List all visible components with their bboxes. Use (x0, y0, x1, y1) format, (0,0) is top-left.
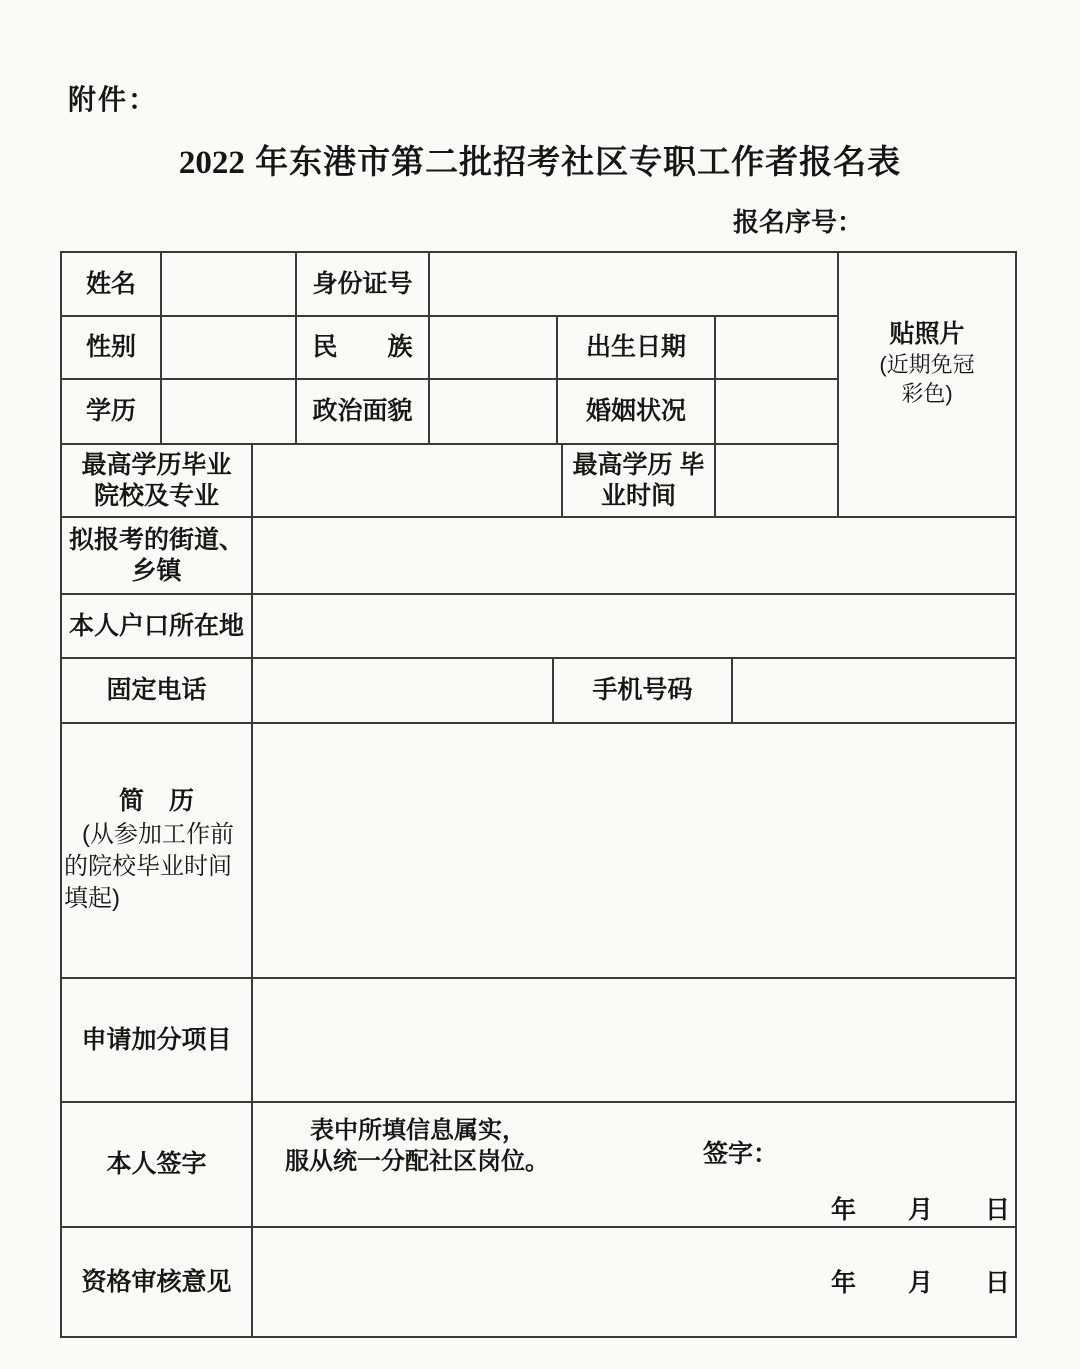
graduation-time-input-cell[interactable] (714, 443, 837, 516)
month-label: 月 (908, 1196, 934, 1224)
name-label: 姓名 (60, 251, 160, 315)
photo-paste-cell[interactable] (837, 251, 1015, 516)
landline-input-cell[interactable] (251, 657, 552, 722)
signature-statement-line2: 服从统一分配社区岗位。 (285, 1148, 549, 1175)
title-year: 2022 (178, 145, 245, 181)
residence-input-cell[interactable] (251, 593, 1015, 657)
landline-label: 固定电话 (60, 657, 251, 722)
target-street-label-line1: 拟报考的街道、 (68, 525, 244, 554)
resume-label-title: 简 历 (118, 787, 194, 815)
ethnicity-label: 民 族 (295, 315, 428, 378)
mobile-input-cell[interactable] (731, 657, 1015, 722)
review-date-fields (831, 1268, 1010, 1299)
graduation-time-label (561, 443, 714, 516)
resume-label-note (64, 819, 249, 915)
signature-date-fields (831, 1195, 1010, 1226)
year-label: 年 (831, 1196, 857, 1224)
ethnicity-input-cell[interactable] (428, 315, 556, 378)
signature-statement (285, 1115, 549, 1177)
highest-school-input-cell[interactable] (251, 443, 561, 516)
marital-status-input-cell[interactable] (714, 378, 837, 443)
sign-here-label: 签字： (703, 1140, 779, 1168)
residence-label: 本人户口所在地 (60, 593, 251, 657)
gender-label: 性别 (60, 315, 160, 378)
resume-label (60, 722, 251, 977)
graduation-time-label-line1: 最高学历 毕 (572, 450, 705, 479)
marital-status-label: 婚姻状况 (556, 378, 714, 443)
signature-label: 本人签字 (60, 1101, 251, 1226)
political-status-label: 政治面貌 (295, 378, 428, 443)
name-input-cell[interactable] (160, 251, 295, 315)
resume-input-cell[interactable] (251, 722, 1015, 977)
birth-date-label: 出生日期 (556, 315, 714, 378)
review-opinion-content-cell[interactable] (251, 1226, 1015, 1336)
highest-school-label-line2: 院校及专业 (93, 481, 219, 510)
month-label: 月 (908, 1269, 934, 1297)
photo-note-line1: (近期免冠 (879, 352, 975, 377)
year-label: 年 (831, 1269, 857, 1297)
graduation-time-label-line2: 业时间 (600, 481, 676, 510)
gender-input-cell[interactable] (160, 315, 295, 378)
id-number-label: 身份证号 (295, 251, 428, 315)
target-street-input-cell[interactable] (251, 516, 1015, 593)
target-street-label-line2: 乡镇 (131, 556, 182, 585)
signature-content-cell[interactable] (251, 1101, 1015, 1226)
day-label: 日 (985, 1196, 1011, 1224)
signature-statement-line1: 表中所填信息属实， (310, 1117, 526, 1144)
highest-school-label (60, 443, 251, 516)
resume-note-line3: 填起) (64, 885, 120, 912)
highest-school-label-line1: 最高学历毕业 (81, 450, 232, 479)
page-title (0, 136, 1080, 183)
review-opinion-label: 资格审核意见 (60, 1226, 251, 1336)
resume-note-line2: 的院校毕业时间 (64, 853, 232, 880)
serial-number-label: 报名序号： (733, 207, 864, 237)
resume-note-line1: (从参加工作前 (82, 821, 234, 848)
target-street-label (60, 516, 251, 593)
bonus-items-label: 申请加分项目 (60, 977, 251, 1101)
application-form-table (60, 251, 1017, 1338)
day-label: 日 (985, 1269, 1011, 1297)
bonus-items-input-cell[interactable] (251, 977, 1015, 1101)
attachment-label: 附件： (68, 84, 159, 115)
mobile-label: 手机号码 (552, 657, 731, 722)
photo-label: 贴照片 (889, 320, 965, 348)
title-text: 年东港市第二批招考社区专职工作者报名表 (244, 143, 902, 180)
political-status-input-cell[interactable] (428, 378, 556, 443)
id-number-input-cell[interactable] (428, 251, 837, 315)
birth-date-input-cell[interactable] (714, 315, 837, 378)
photo-note-line2: 彩色) (901, 381, 953, 406)
education-input-cell[interactable] (160, 378, 295, 443)
education-label: 学历 (60, 378, 160, 443)
